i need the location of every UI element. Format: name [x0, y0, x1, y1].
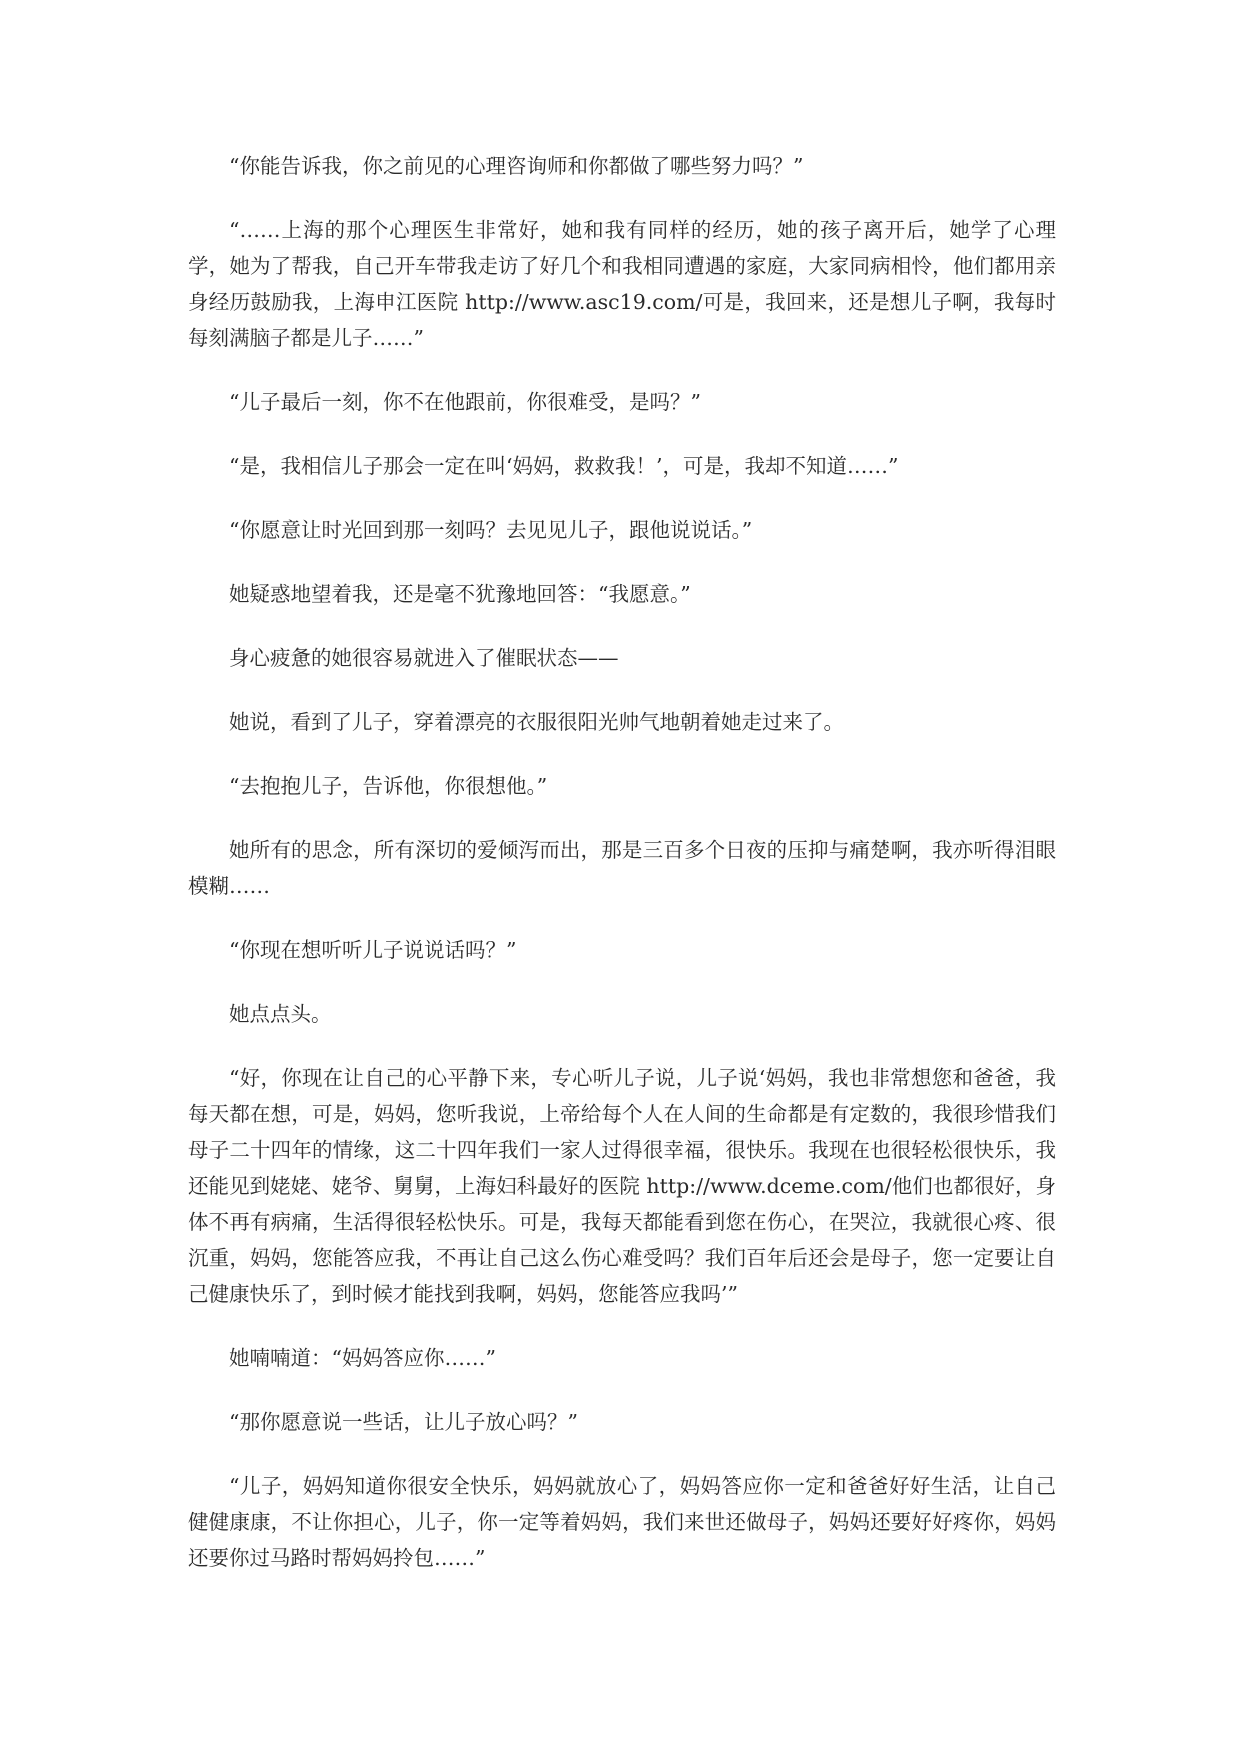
paragraph: “是，我相信儿子那会一定在叫‘妈妈，救救我！’，可是，我却不知道……” [229, 454, 899, 478]
paragraph: “你现在想听听儿子说说话吗？” [229, 938, 517, 962]
paragraph: 她喃喃道：“妈妈答应你……” [229, 1346, 496, 1370]
paragraph: 身心疲惫的她很容易就进入了催眠状态—— [229, 646, 619, 670]
paragraph: 她所有的思念，所有深切的爱倾泻而出，那是三百多个日夜的压抑与痛楚啊，我亦听得泪眼模糊…… [188, 838, 1056, 898]
paragraph: 她点点头。 [229, 1002, 332, 1026]
paragraph: “你能告诉我，你之前见的心理咨询师和你都做了哪些努力吗？” [229, 154, 804, 178]
document-body [188, 148, 1056, 1604]
paragraph: “那你愿意说一些话，让儿子放心吗？” [229, 1410, 578, 1434]
paragraph: 她疑惑地望着我，还是毫不犹豫地回答：“我愿意。” [229, 582, 691, 606]
paragraph: 她说，看到了儿子，穿着漂亮的衣服很阳光帅气地朝着她走过来了。 [229, 710, 844, 734]
paragraph: “去抱抱儿子，告诉他，你很想他。” [229, 774, 548, 798]
paragraph: “你愿意让时光回到那一刻吗？去见见儿子，跟他说说话。” [229, 518, 753, 542]
paragraph: “好，你现在让自己的心平静下来，专心听儿子说，儿子说‘妈妈，我也非常想您和爸爸，我每天都在想，可是，妈妈，您听我说，上帝给每个人在人间的生命都是有定数的，我很珍惜我们母子二十四年的情缘，这二十四年我们一家人过得很幸福，很快乐。我现在也很轻松很快乐，我还能见到姥姥、姥爷、舅舅，上海妇科最好的医院 http://www.dceme.com/他们也都很好，身体不再有病痛，生活得很轻松快乐。可是，我每天都能看到您在伤心，在哭泣，我就很心疼、很沉重，妈妈，您能答应我，不再让自己这么伤心难受吗？我们百年后还会是母子，您一定要让自己健康快乐了，到时候才能找到我啊，妈妈，您能答应我吗’” [188, 1066, 1056, 1306]
paragraph: “……上海的那个心理医生非常好，她和我有同样的经历，她的孩子离开后，她学了心理学，她为了帮我，自己开车带我走访了好几个和我相同遭遇的家庭，大家同病相怜，他们都用亲身经历鼓励我，上海申江医院 http://www.asc19.com/可是，我回来，还是想儿子啊，我每时每刻满脑子都是儿子……” [188, 218, 1056, 350]
paragraph: “儿子最后一刻，你不在他跟前，你很难受，是吗？” [229, 390, 701, 414]
paragraph: “儿子，妈妈知道你很安全快乐，妈妈就放心了，妈妈答应你一定和爸爸好好生活，让自己健健康康，不让你担心，儿子，你一定等着妈妈，我们来世还做母子，妈妈还要好好疼你，妈妈还要你过马路时帮妈妈拎包……” [188, 1474, 1056, 1570]
